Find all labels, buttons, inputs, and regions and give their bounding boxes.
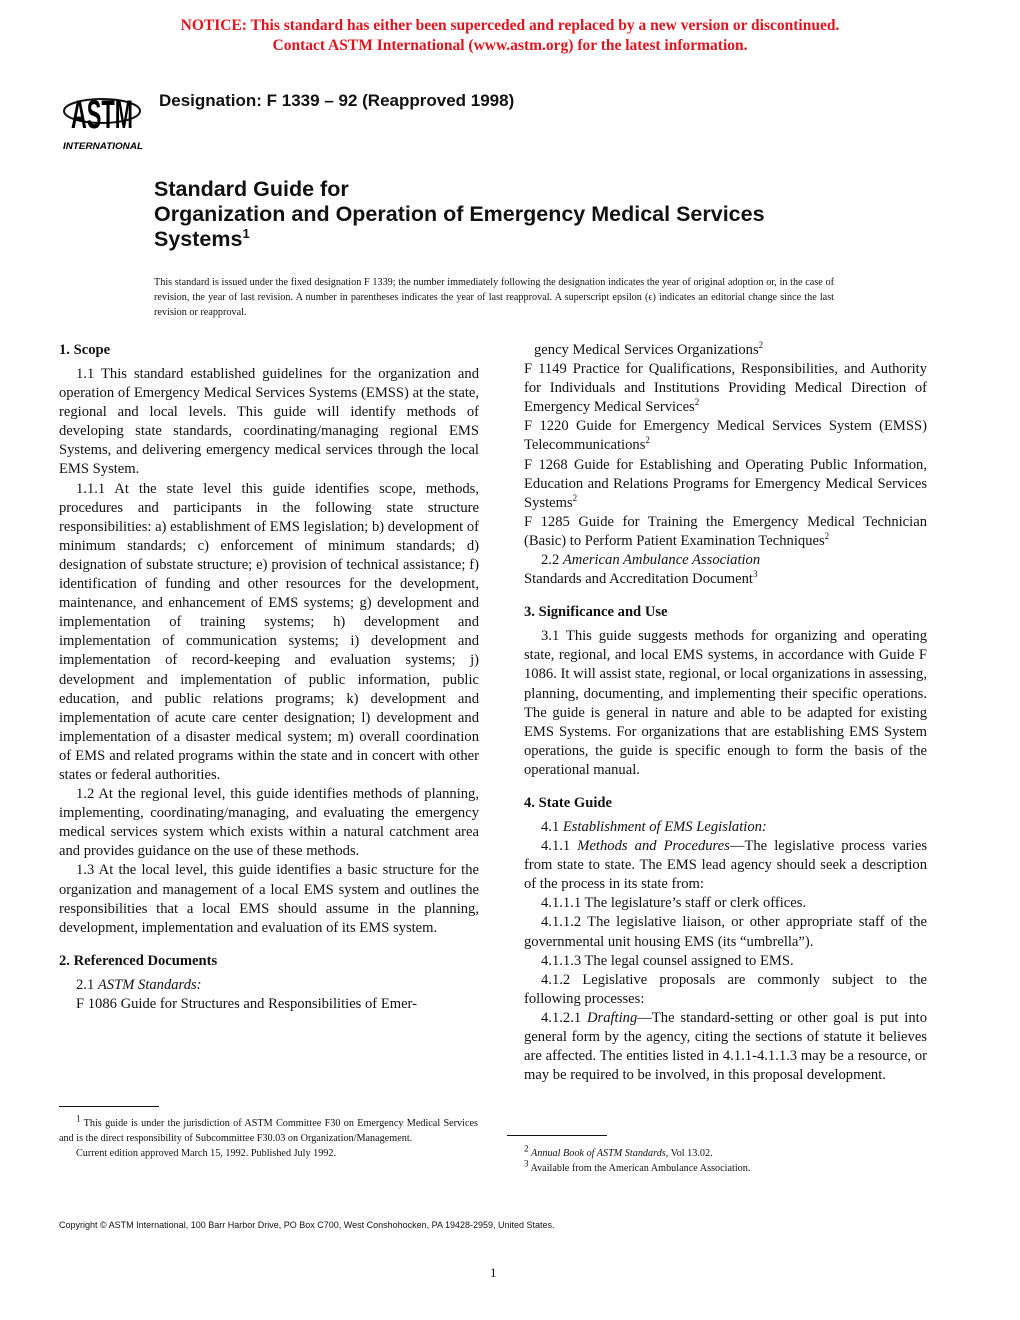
left-column <box>59 341 479 1014</box>
footnote-divider-right <box>507 1135 607 1136</box>
title-line-1: Standard Guide for <box>154 177 349 201</box>
paragraph-1-1-1: 1.1.1 At the state level this guide identifies scope, methods, procedures and participants in the following state structure responsibilities: a) establishment of EMS legislation; b) development of minimum standards; c) enforcement of minimum standards; d) designation of substate structure; e) provision of technical assistance; f) identification of funding and other resources for the development, maintenance, and enhancement of EMS systems; g) development and implementation of training systems; h) development and implementation of communication systems; i) development and implementation of record-keeping and evaluation systems; j) development and implementation of public information, public education, and public relations programs; k) development and implementation of acute care center designation; l) development and implementation of a disaster medical system; m) overall coordination of EMS and related programs within the state and in concert with other states or federal authorities. <box>59 480 479 783</box>
section-heading-state-guide: 4. State Guide <box>524 794 612 811</box>
footnotes-right <box>524 1143 927 1176</box>
paragraph-1-1: 1.1 This standard established guidelines for the organization and operation of Emergency Medical Services Systems (EMSS) at the state, regional and local levels. This guide will identify methods of developing state standards, coordinating/managing regional EMS Systems, and delivering emergency medical services through the local EMS System. <box>59 366 479 478</box>
designation: Designation: F 1339 – 92 (Reapproved 1998) <box>159 91 515 110</box>
right-column <box>524 341 927 1085</box>
paragraph-1-3: 1.3 At the local level, this guide identifies a basic structure for the organization and management of a local EMS system and outlines the responsibilities that a local EMS should assume in the planning, development, implementation and evaluation of its EMS system. <box>59 862 479 936</box>
paragraph-4-1: 4.1 Establishment of EMS Legislation: <box>541 818 767 835</box>
title-footnote-ref: 1 <box>242 225 250 241</box>
paragraph-4-1-2: 4.1.2 Legislative proposals are commonly subject to the following processes: <box>524 971 927 1007</box>
astm-logo <box>62 78 144 152</box>
reference-f1285: F 1285 Guide for Training the Emergency Medical Technician (Basic) to Perform Patient Examination Techniques$^2$ <box>524 513 927 549</box>
footnote-3: $^3$ Available from the American Ambulance Association. <box>524 1158 751 1174</box>
paragraph-2-2: 2.2 American Ambulance Association <box>541 552 761 569</box>
paragraph-4-1-1-3: 4.1.1.3 The legal counsel assigned to EMS. <box>541 952 794 969</box>
reference-f1220: F 1220 Guide for Emergency Medical Services System (EMSS) Telecommunications$^2$ <box>524 418 927 454</box>
notice-line-2: Contact ASTM International (www.astm.org) for the latest information. <box>272 37 748 54</box>
notice-line-1: NOTICE: This standard has either been superceded and replaced by a new version or discontinued. <box>180 17 840 34</box>
paragraph-4-1-2-1: 4.1.2.1 Drafting—The standard-setting or other goal is put into general form by the agency, citing the sections of statute it believes are affected. The entities listed in 4.1.1-4.1.1.3 may be a resource, or may be required to be involved, in this proposal development. <box>524 1009 928 1084</box>
paragraph-4-1-1-1: 4.1.1.1 The legislature’s staff or clerk offices. <box>541 895 807 912</box>
notice-banner <box>0 16 1020 56</box>
footnote-2: $^2$ Annual Book of ASTM Standards, Vol 13.02. <box>524 1143 713 1159</box>
paragraph-4-1-1: 4.1.1 Methods and Procedures—The legislative process varies from state to state. The EMS lead agency should seek a description of the process in its state from: <box>524 838 928 893</box>
issuance-statement: This standard is issued under the fixed designation F 1339; the number immediately following the designation indicates the year of original adoption or, in the case of revision, the year of last revision. A number in parentheses indicates the year of last reapproval. A superscript epsilon (ϵ) indicates an editorial change since the last revision or reapproval. <box>154 277 834 318</box>
document-title <box>154 177 765 252</box>
reference-f1268: F 1268 Guide for Establishing and Operating Public Information, Education and Relations Programs for Emergency Medical Services Systems$^2$ <box>524 456 927 511</box>
section-heading-referenced-documents: 2. Referenced Documents <box>59 952 218 969</box>
page-number: 1 <box>490 1265 497 1280</box>
title-line-3: Systems <box>154 227 243 251</box>
section-heading-significance: 3. Significance and Use <box>524 604 668 621</box>
reference-f1086-cont: gency Medical Services Organizations$^2$ <box>534 340 764 358</box>
footnote-divider-left <box>59 1106 159 1107</box>
paragraph-2-1: 2.1 ASTM Standards: <box>76 976 202 993</box>
reference-f1086: F 1086 Guide for Structures and Responsibilities of Emer- <box>76 995 417 1012</box>
svg-text:ASTM: ASTM <box>71 93 133 137</box>
footnote-1: $^1$ This guide is under the jurisdiction of ASTM Committee F30 on Emergency Medical Services and is the direct responsibility of Subcommittee F30.03 on Organization/Management. Current edition approved March 15, 1992. Published July 1992. <box>59 1113 478 1159</box>
reference-f1149: F 1149 Practice for Qualifications, Responsibilities, and Authority for Individuals and Institutions Providing Medical Direction of Emergency Medical Services$^2$ <box>524 361 927 416</box>
svg-text:INTERNATIONAL: INTERNATIONAL <box>63 141 144 152</box>
copyright: Copyright © ASTM International, 100 Barr Harbor Drive, PO Box C700, West Conshohocken, PA 19428-2959, United States. <box>59 1220 555 1230</box>
paragraph-4-1-1-2: 4.1.1.2 The legislative liaison, or other appropriate staff of the governmental unit housing EMS (its “umbrella”). <box>524 914 927 950</box>
paragraph-1-2: 1.2 At the regional level, this guide identifies methods of planning, implementing, coordinating/managing, and evaluating the emergency medical services system which exists within a natural catchment area and provides guidance on the use of these methods. <box>59 786 479 860</box>
paragraph-3-1: 3.1 This guide suggests methods for organizing and operating state, regional, and local EMS systems, in accordance with Guide F 1086. It will assist state, regional, or local organizations in assessing, planning, documenting, and implementing their specific operations. The guide is general in nature and able to be adapted for existing EMS Systems. For organizations that are establishing EMS System operations, the guide is specific enough to form the basis of the operational manual. <box>524 628 927 778</box>
section-heading-scope: 1. Scope <box>59 342 111 358</box>
paragraph-2-2-cont: Standards and Accreditation Document$^3$ <box>524 569 758 588</box>
title-line-2: Organization and Operation of Emergency Medical Services <box>154 202 765 226</box>
